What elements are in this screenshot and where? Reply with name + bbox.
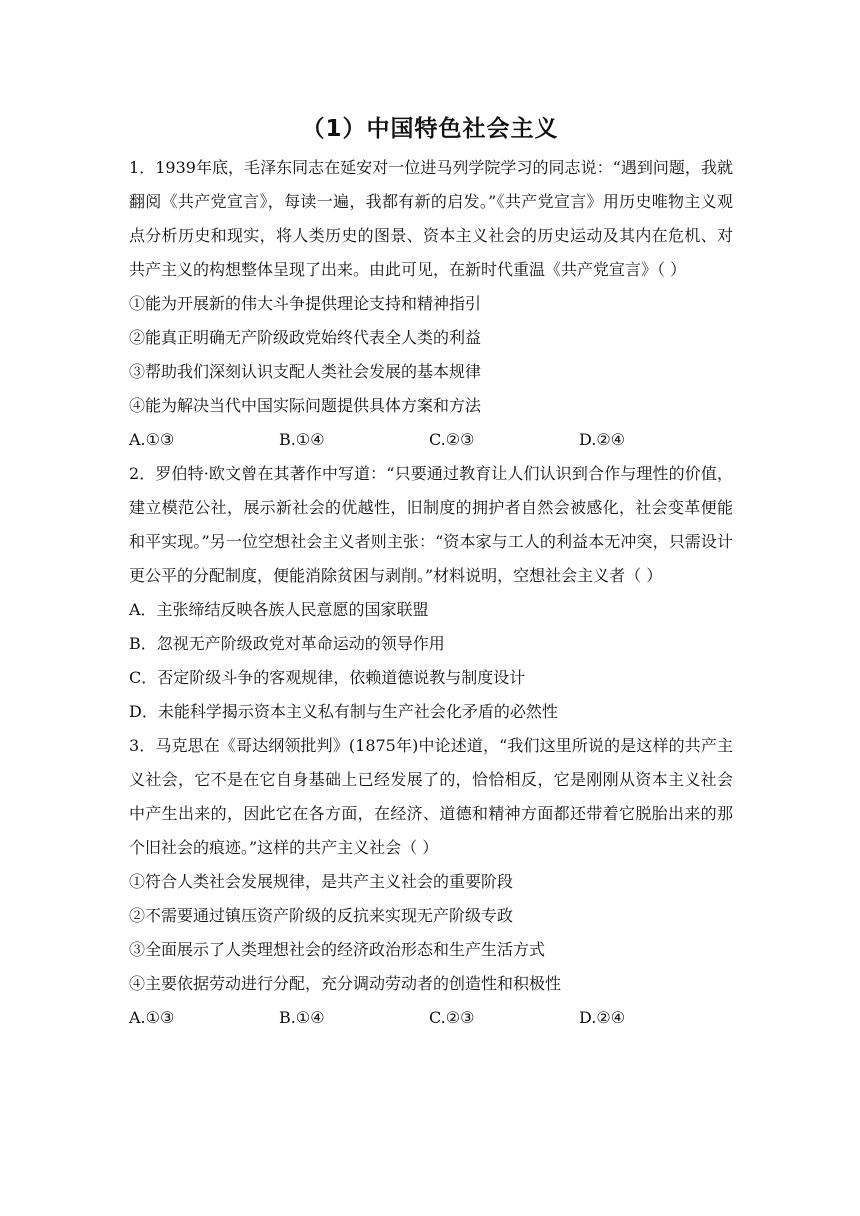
- question-1-stem: 1．1939年底，毛泽东同志在延安对一位进马列学院学习的同志说：“遇到问题，我就翻阅《共产党宣言》，每读一遍，我都有新的启发。”《共产党宣言》用历史唯物主义观点分析历史和现实，将人类历史的图景、资本主义社会的历史运动及其内在危机、对共产主义的构想整体呈现了出来。由此可见，在新时代重温《共产党宣言》（ ）: [129, 158, 733, 279]
- question-2-option-d: D．未能科学揭示资本主义私有制与生产社会化矛盾的必然性: [129, 702, 558, 721]
- question-3-choices: [129, 1001, 733, 1035]
- page-title: （1）中国特色社会主义: [301, 116, 559, 142]
- question-list: [129, 151, 733, 1035]
- question-1-choice-c: C.②③: [429, 430, 475, 449]
- question-3-item-3: ③全面展示了人类理想社会的经济政治形态和生产生活方式: [129, 940, 546, 959]
- question-2-stem: 2．罗伯特·欧文曾在其著作中写道：“只要通过教育让人们认识到合作与理性的价值，建立模范公社，展示新社会的优越性，旧制度的拥护者自然会被感化，社会变革便能和平实现。”另一位空想社会主义者则主张：“资本家与工人的利益本无冲突，只需设计更公平的分配制度，便能消除贫困与剥削。”材料说明，空想社会主义者（ ）: [129, 464, 733, 585]
- question-1-item-4: ④能为解决当代中国实际问题提供具体方案和方法: [129, 396, 482, 415]
- question-2-option-b: B．忽视无产阶级政党对革命运动的领导作用: [129, 634, 445, 653]
- question-3-stem: 3．马克思在《哥达纲领批判》(1875年)中论述道，“我们这里所说的是这样的共产主义社会，它不是在它自身基础上已经发展了的，恰恰相反，它是刚刚从资本主义社会中产生出来的，因此它在各方面，在经济、道德和精神方面都还带着它脱胎出来的那个旧社会的痕迹。”这样的共产主义社会（ ）: [129, 736, 733, 857]
- question-3-item-2: ②不需要通过镇压资产阶级的反抗来实现无产阶级专政: [129, 906, 514, 925]
- question-1-choices: [129, 423, 733, 457]
- question-1-item-1: ①能为开展新的伟大斗争提供理论支持和精神指引: [129, 294, 482, 313]
- question-3-choice-d: D.②④: [579, 1008, 626, 1027]
- question-1-choice-b: B.①④: [279, 430, 325, 449]
- question-3-item-4: ④主要依据劳动进行分配，充分调动劳动者的创造性和积极性: [129, 974, 562, 993]
- question-2-option-c: C．否定阶级斗争的客观规律，依赖道德说教与制度设计: [129, 668, 526, 687]
- question-2-option-a: A．主张缔结反映各族人民意愿的国家联盟: [129, 600, 429, 619]
- question-1-item-2: ②能真正明确无产阶级政党始终代表全人类的利益: [129, 328, 482, 347]
- question-1-choice-a: A.①③: [129, 430, 175, 449]
- question-3-choice-b: B.①④: [279, 1008, 325, 1027]
- question-3-choice-c: C.②③: [429, 1008, 475, 1027]
- question-3-choice-a: A.①③: [129, 1008, 175, 1027]
- question-1-item-3: ③帮助我们深刻认识支配人类社会发展的基本规律: [129, 362, 482, 381]
- question-3-item-1: ①符合人类社会发展规律，是共产主义社会的重要阶段: [129, 872, 514, 891]
- question-1-choice-d: D.②④: [579, 430, 626, 449]
